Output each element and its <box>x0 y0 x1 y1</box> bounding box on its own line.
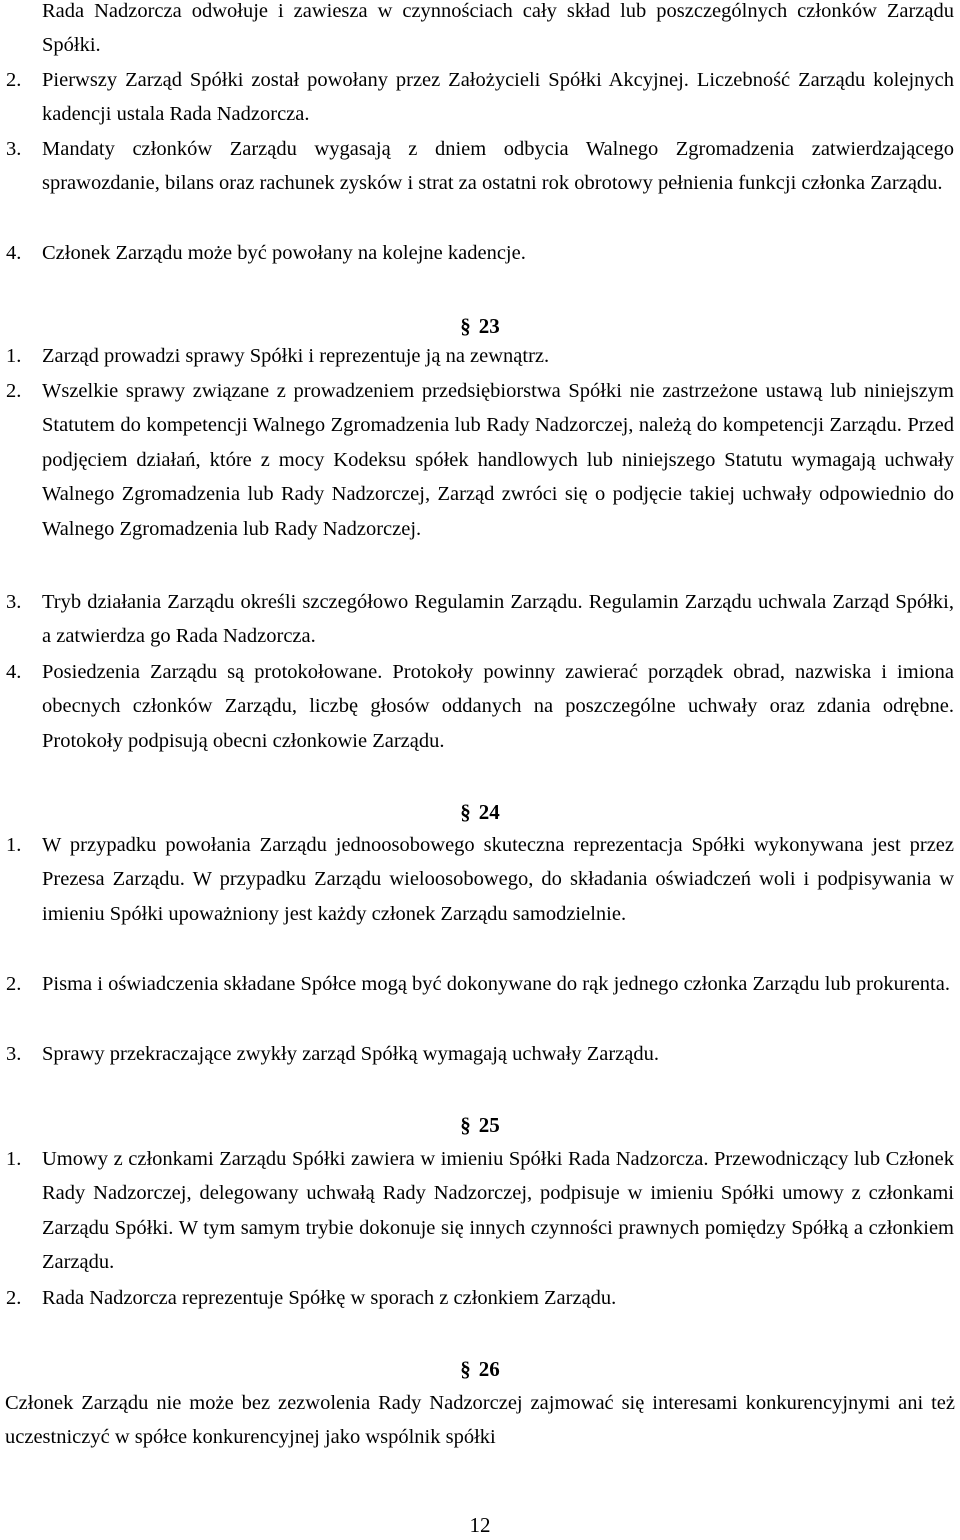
item-number: 3. <box>6 1043 22 1065</box>
page-number: 12 <box>469 1513 491 1537</box>
paragraph-item <box>6 63 954 132</box>
paragraph-item <box>6 1281 954 1315</box>
section-heading <box>0 795 960 829</box>
paragraph-text: Rada Nadzorcza odwołuje i zawiesza w czynnościach cały skład lub poszczególnych członków Zarządu Spółki. <box>42 0 954 57</box>
paragraph-item <box>6 374 954 546</box>
paragraph-text: Posiedzenia Zarządu są protokołowane. Protokoły powinny zawierać porządek obrad, nazwiska i imiona obecnych członków Zarządu, liczbę głosów oddanych na poszczególne uchwały oraz zdania odrębne. Protokoły podpisują obecni członkowie Zarządu. <box>42 661 954 752</box>
paragraph-text: Pierwszy Zarząd Spółki został powołany przez Założycieli Spółki Akcyjnej. Liczebność Zarządu kolejnych kadencji ustala Rada Nadzorcza. <box>42 69 954 126</box>
paragraph-item <box>5 1386 955 1455</box>
item-number: 2. <box>6 1287 22 1309</box>
paragraph-item <box>6 967 954 1001</box>
paragraph-item <box>6 236 954 270</box>
paragraph-item <box>6 0 954 63</box>
section-number: 24 <box>478 800 500 824</box>
paragraph-text: Wszelkie sprawy związane z prowadzeniem przedsiębiorstwa Spółki nie zastrzeżone ustawą lub niniejszym Statutem do kompetencji Walnego Zgromadzenia lub Rady Nadzorczej, należą do kompetencji Zarządu. Przed podjęciem działań, które z mocy Kodeksu spółek handlowych lub niniejszego Statutu wymagają uchwały Walnego Zgromadzenia lub Rady Nadzorczej, Zarząd zwróci się o podjęcie takiej uchwały odpowiednio do Walnego Zgromadzenia lub Rady Nadzorczej. <box>42 380 954 540</box>
section-symbol: § <box>460 800 471 824</box>
item-number: 4. <box>6 661 22 683</box>
item-number: 1. <box>6 345 22 367</box>
section-heading <box>0 1352 960 1386</box>
paragraph-text: Umowy z członkami Zarządu Spółki zawiera w imieniu Spółki Rada Nadzorcza. Przewodniczący lub Członek Rady Nadzorczej, delegowany uchwałą Rady Nadzorczej, podpisuje w imieniu Spółki umowy z członkami Zarządu Spółki. W tym samym trybie dokonuje się innych czynności prawnych pomiędzy Spółką a członkiem Zarządu. <box>42 1148 954 1274</box>
paragraph-item <box>6 1142 954 1280</box>
paragraph-item <box>6 655 954 758</box>
item-number: 1. <box>6 834 22 856</box>
item-number: 3. <box>6 138 22 160</box>
section-number: 25 <box>478 1113 500 1137</box>
paragraph-item <box>6 132 954 201</box>
item-number: 2. <box>6 69 22 91</box>
paragraph-item <box>6 1037 954 1071</box>
item-number: 1. <box>6 1148 22 1170</box>
section-symbol: § <box>460 1357 471 1381</box>
paragraph-item <box>6 585 954 654</box>
paragraph-text: W przypadku powołania Zarządu jednoosobowego skuteczna reprezentacja Spółki wykonywana jest przez Prezesa Zarządu. W przypadku Zarządu wieloosobowego, do składania oświadczeń woli i podpisywania w imieniu Spółki upoważniony jest każdy członek Zarządu samodzielnie. <box>42 834 954 925</box>
paragraph-item <box>6 828 954 931</box>
paragraph-text: Mandaty członków Zarządu wygasają z dniem odbycia Walnego Zgromadzenia zatwierdzającego sprawozdanie, bilans oraz rachunek zysków i strat za ostatni rok obrotowy pełnienia funkcji członka Zarządu. <box>42 138 954 195</box>
section-symbol: § <box>460 1113 471 1137</box>
paragraph-text: Członek Zarządu nie może bez zezwolenia Rady Nadzorczej zajmować się interesami konkurencyjnymi ani też uczestniczyć w spółce konkurencyjnej jako wspólnik spółki <box>5 1392 955 1449</box>
section-heading <box>0 309 960 343</box>
paragraph-text: Rada Nadzorcza reprezentuje Spółkę w sporach z członkiem Zarządu. <box>42 1287 617 1309</box>
paragraph-text: Tryb działania Zarządu określi szczegółowo Regulamin Zarządu. Regulamin Zarządu uchwala Zarząd Spółki, a zatwierdza go Rada Nadzorcza. <box>42 591 954 648</box>
section-heading <box>0 1108 960 1142</box>
section-number: 26 <box>478 1357 500 1381</box>
paragraph-item <box>6 339 954 373</box>
section-number: 23 <box>478 314 500 338</box>
item-number: 4. <box>6 242 22 264</box>
paragraph-text: Pisma i oświadczenia składane Spółce mogą być dokonywane do rąk jednego członka Zarządu lub prokurenta. <box>42 973 950 995</box>
paragraph-text: Członek Zarządu może być powołany na kolejne kadencje. <box>42 242 526 264</box>
paragraph-text: Zarząd prowadzi sprawy Spółki i reprezentuje ją na zewnątrz. <box>42 345 550 367</box>
item-number: 2. <box>6 973 22 995</box>
paragraph-text: Sprawy przekraczające zwykły zarząd Spółką wymagają uchwały Zarządu. <box>42 1043 659 1065</box>
section-symbol: § <box>460 314 471 338</box>
item-number: 3. <box>6 591 22 613</box>
item-number: 2. <box>6 380 22 402</box>
